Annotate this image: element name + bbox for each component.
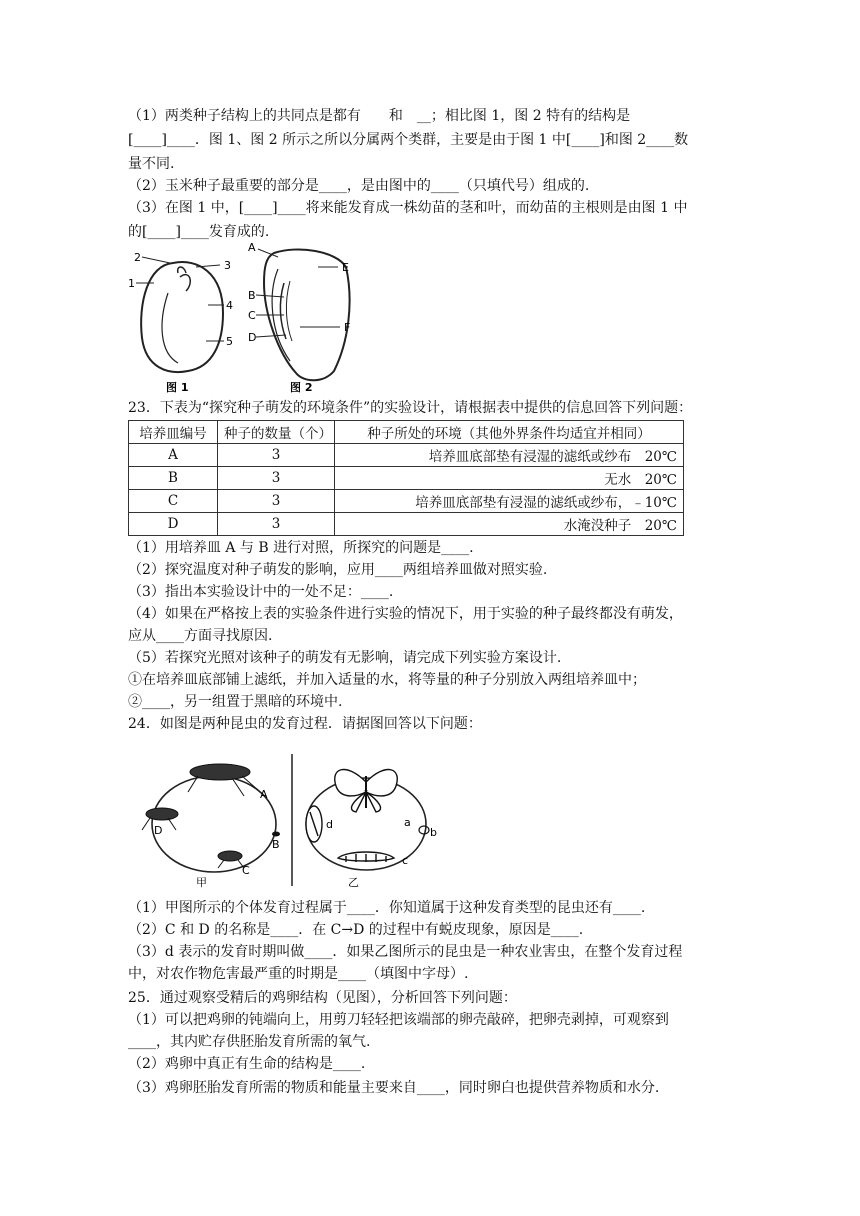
fig1-label-5: 5 [226, 335, 233, 348]
q25-line-4: （3）鸡卵胚胎发育所需的物质和能量主要来自____，同时卵白也提供营养物质和水分. [128, 1080, 660, 1096]
table-row [129, 467, 684, 490]
table-cell: 3 [218, 444, 335, 467]
yi-caption: 乙 [348, 876, 359, 889]
table-cell: B [129, 467, 218, 490]
table-cell: 3 [218, 467, 335, 490]
butterfly-icon [335, 770, 398, 812]
table-header-cell: 种子所处的环境（其他外界条件均适宜并相同） [335, 421, 684, 444]
adult-locust-icon [188, 764, 258, 796]
q23-line-6: （5）若探究光照对该种子的萌发有无影响，请完成下列实验方案设计. [128, 650, 562, 666]
fig1-label-1: 1 [128, 277, 135, 290]
q25-line-3: （2）鸡卵中真正有生命的结构是____. [128, 1056, 366, 1072]
fig1-caption: 图 1 [166, 381, 189, 394]
table-row [129, 444, 684, 467]
jia-label-C: C [242, 864, 250, 877]
q22-line-1: （1）两类种子结构上的共同点是都有 和 __；相比图 1，图 2 特有的结构是 [128, 108, 631, 124]
q22-line-5: （3）在图 1 中，[____]____将来能发育成一株幼苗的茎和叶，而幼苗的主根则是由图 1 中 [128, 200, 688, 216]
q23-line-4: （4）如果在严格按上表的实验条件进行实验的情况下，用于实验的种子最终都没有萌发， [128, 606, 683, 622]
jia-caption: 甲 [196, 876, 207, 889]
table-cell: 培养皿底部垫有浸湿的滤纸或纱布，﹣10℃ [335, 490, 684, 513]
fig2-caption: 图 2 [290, 381, 313, 394]
fig2-label-A: A [248, 243, 256, 254]
q22-line-6: 的[____]____发育成的. [128, 224, 270, 240]
q24-line-1: （1）甲图所示的个体发育过程属于____．你知道属于这种发育类型的昆虫还有____. [128, 900, 646, 916]
q22-line-4: （2）玉米种子最重要的部分是____，是由图中的____（只填代号）组成的. [128, 178, 590, 194]
yi-label-d: d [326, 818, 333, 831]
larva-icon [338, 852, 394, 862]
table-cell: A [129, 444, 218, 467]
q23-title: 23．下表为“探究种子萌发的环境条件”的实验设计，请根据表中提供的信息回答下列问题： [128, 400, 693, 416]
yi-label-c: c [402, 854, 409, 867]
table-cell: 培养皿底部垫有浸湿的滤纸或纱布 20℃ [335, 444, 684, 467]
table-header-cell: 培养皿编号 [129, 421, 218, 444]
fig2-label-F: F [344, 321, 351, 334]
insect-development-figure [132, 752, 442, 892]
q23-line-8: ②____，另一组置于黑暗的环境中. [128, 694, 343, 710]
fig1-label-4: 4 [226, 299, 233, 312]
q23-line-5: 应从____方面寻找原因. [128, 628, 273, 644]
table-cell: 3 [218, 513, 335, 536]
fig2-label-C: C [248, 309, 256, 322]
table-row [129, 513, 684, 536]
q22-line-2: [____]____．图 1、图 2 所示之所以分属两个类群，主要是由于图 1 中[____]和图 2____数 [128, 132, 689, 148]
q23-line-7: ①在培养皿底部铺上滤纸，并加入适量的水，将等量的种子分别放入两组培养皿中； [128, 672, 646, 688]
fig1-label-2: 2 [134, 251, 141, 264]
experiment-table [128, 420, 684, 536]
jia-label-A: A [260, 788, 268, 801]
table-row [129, 490, 684, 513]
table-cell: C [129, 490, 218, 513]
yi-label-a: a [404, 816, 411, 829]
fig2-label-B: B [248, 289, 256, 302]
seed-figure [128, 243, 368, 395]
table-cell: 3 [218, 490, 335, 513]
q23-line-2: （2）探究温度对种子萌发的影响，应用____两组培养皿做对照实验. [128, 562, 548, 578]
table-cell: 水淹没种子 20℃ [335, 513, 684, 536]
pupa-icon [306, 806, 322, 842]
fig2-label-D: D [248, 331, 257, 344]
table-cell: 无水 20℃ [335, 467, 684, 490]
fig2-label-E: E [342, 261, 349, 274]
q24-line-3: （3）d 表示的发育时期叫做____．如果乙图所示的昆虫是一种农业害虫，在整个发育过程 [128, 944, 683, 960]
q25-line-1: （1）可以把鸡卵的钝端向上，用剪刀轻轻把该端部的卵壳敲碎，把卵壳剥掉，可观察到 [128, 1012, 669, 1028]
q23-line-3: （3）指出本实验设计中的一处不足：____. [128, 584, 394, 600]
q23-line-1: （1）用培养皿 A 与 B 进行对照，所探究的问题是____. [128, 540, 474, 556]
table-header-cell: 种子的数量（个） [218, 421, 335, 444]
table-cell: D [129, 513, 218, 536]
q25-line-2: ____，其内贮存供胚胎发育所需的氧气. [128, 1034, 371, 1050]
nymph-small-icon [218, 851, 244, 868]
q25-title: 25．通过观察受精后的鸡卵结构（见图），分析回答下列问题： [128, 990, 517, 1006]
q24-line-2: （2）C 和 D 的名称是____．在 C→D 的过程中有蜕皮现象，原因是____. [128, 922, 584, 938]
q22-line-3: 量不同. [128, 156, 175, 172]
table-header-row [129, 421, 684, 444]
q24-title: 24．如图是两种昆虫的发育过程．请据图回答以下问题： [128, 716, 482, 732]
bean-seed-diagram [141, 262, 223, 372]
jia-label-D: D [154, 824, 163, 837]
yi-label-b: b [430, 826, 437, 839]
q24-line-4: 中，对农作物危害最严重的时期是____（填图中字母）. [128, 966, 469, 982]
egg-icon [272, 832, 280, 837]
butterfly-egg-icon [419, 826, 429, 834]
jia-label-B: B [272, 838, 280, 851]
fig1-label-3: 3 [224, 259, 231, 272]
locust-cycle [152, 776, 276, 872]
